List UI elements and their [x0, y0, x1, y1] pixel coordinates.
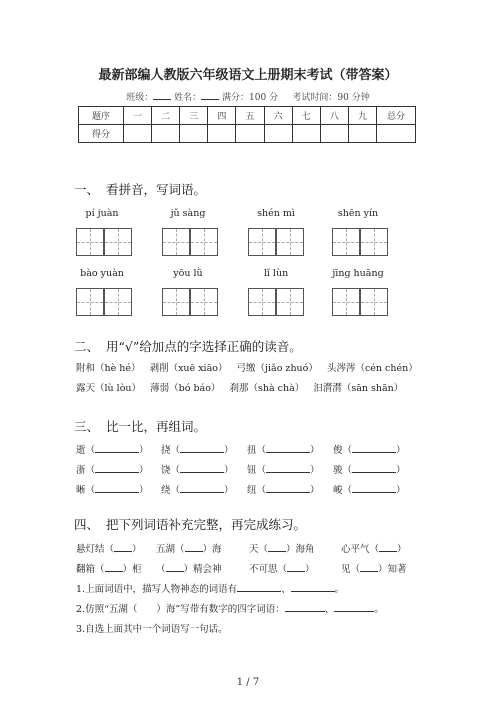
- compare-char: 钮（: [247, 465, 267, 476]
- answer-blank[interactable]: [95, 462, 139, 473]
- reading-item[interactable]: 剥削（xuē xiāo）: [149, 363, 228, 374]
- reading-item[interactable]: 薄弱（bó báo）: [150, 383, 221, 394]
- compare-char: 晰（: [76, 485, 96, 496]
- idiom-text: 不可思（: [249, 564, 288, 575]
- idiom-text: ）精会神: [183, 564, 222, 575]
- score-row-label: 得分: [79, 125, 124, 143]
- score-cell[interactable]: [377, 125, 416, 143]
- answer-blank[interactable]: [105, 561, 123, 572]
- pinyin-label: lǐ lùn: [263, 268, 289, 279]
- section-title: 用“√”给加点的字选择正确的读音。: [106, 339, 302, 354]
- compare-char: 扭（: [247, 445, 267, 456]
- answer-blank[interactable]: [285, 601, 325, 612]
- section-2-heading: [74, 337, 302, 355]
- writing-grid-cell[interactable]: [360, 228, 388, 256]
- question-3: 3.自选上面其中一个词语写一句话。: [76, 624, 228, 635]
- close-paren: ）: [139, 465, 149, 476]
- section-number: 一、: [74, 182, 100, 197]
- idiom-text: （: [156, 564, 166, 575]
- compare-char: 饶（: [161, 465, 181, 476]
- close-paren: ）: [224, 465, 234, 476]
- compare-char: 骏（: [333, 465, 353, 476]
- writing-grid-cell[interactable]: [276, 288, 304, 316]
- separator: 、: [324, 604, 335, 615]
- score-header-cell: 九: [348, 107, 376, 125]
- idiom-text: ）知著: [378, 564, 407, 575]
- answer-blank[interactable]: [268, 541, 286, 552]
- idiom-text: ）: [132, 544, 142, 555]
- section-number: 三、: [74, 419, 100, 434]
- answer-blank[interactable]: [185, 541, 203, 552]
- page-number: 1 / 7: [236, 677, 260, 688]
- score-cell[interactable]: [180, 125, 208, 143]
- class-blank[interactable]: [153, 91, 171, 100]
- writing-grid-cell[interactable]: [248, 228, 276, 256]
- close-paren: ）: [396, 465, 406, 476]
- close-paren: ）: [139, 485, 149, 496]
- reading-item[interactable]: 汩潸潸（sān shān）: [313, 383, 404, 394]
- idiom-text: 见（: [341, 564, 361, 575]
- idiom-text: ）: [397, 544, 407, 555]
- reading-item[interactable]: 附和（hè hé）: [76, 363, 141, 374]
- answer-blank[interactable]: [287, 561, 305, 572]
- writing-grid-cell[interactable]: [104, 228, 132, 256]
- close-paren: ）: [396, 445, 406, 456]
- score-header-row: [79, 107, 416, 125]
- score-cell[interactable]: [208, 125, 236, 143]
- answer-blank[interactable]: [266, 482, 310, 493]
- answer-blank[interactable]: [352, 482, 396, 493]
- writing-grid-cell[interactable]: [190, 228, 218, 256]
- answer-blank[interactable]: [95, 482, 139, 493]
- answer-blank[interactable]: [291, 581, 335, 592]
- answer-blank[interactable]: [180, 442, 224, 453]
- idiom-text: 心平气（: [341, 544, 380, 555]
- score-header-cell: 二: [152, 107, 180, 125]
- section-1-heading: [74, 180, 206, 198]
- reading-item[interactable]: 头涔涔（cén chén）: [326, 363, 418, 374]
- close-paren: ）: [310, 445, 320, 456]
- writing-grid-cell[interactable]: [360, 288, 388, 316]
- answer-blank[interactable]: [352, 442, 396, 453]
- compare-char: 挠（: [161, 445, 181, 456]
- pinyin-label: shén mì: [257, 208, 295, 219]
- idiom-text: 翻箱（: [76, 564, 105, 575]
- writing-grid-cell[interactable]: [332, 288, 360, 316]
- score-table: [78, 106, 416, 143]
- pinyin-label: jīng huāng: [332, 268, 384, 279]
- compare-char: 纽（: [247, 485, 267, 496]
- question-text: 2.仿照“五湖（ ）海”写带有数字的四字词语：: [76, 604, 285, 615]
- score-cell[interactable]: [292, 125, 320, 143]
- score-header-cell: 一: [124, 107, 152, 125]
- pinyin-label: pí juàn: [85, 208, 119, 219]
- writing-grid-cell[interactable]: [276, 228, 304, 256]
- section-number: 四、: [74, 517, 100, 532]
- answer-blank[interactable]: [266, 442, 310, 453]
- close-paren: ）: [224, 485, 234, 496]
- score-header-cell: 六: [264, 107, 292, 125]
- answer-blank[interactable]: [166, 561, 184, 572]
- idiom-text: ）海角: [286, 544, 315, 555]
- pinyin-label: shēn yín: [337, 208, 379, 219]
- score-cell[interactable]: [152, 125, 180, 143]
- answer-blank[interactable]: [95, 442, 139, 453]
- close-paren: ）: [396, 485, 406, 496]
- compare-row: [76, 462, 419, 476]
- answer-blank[interactable]: [237, 581, 281, 592]
- close-paren: ）: [224, 445, 234, 456]
- idiom-text: ）海: [202, 544, 222, 555]
- reading-item[interactable]: 露天（lù lòu）: [76, 383, 142, 394]
- section-3-heading: [74, 417, 206, 435]
- idiom-text: 悬灯结（: [76, 544, 115, 555]
- compare-row: [76, 482, 419, 496]
- compare-char: 峻（: [333, 485, 353, 496]
- period: 。: [334, 584, 345, 595]
- pinyin-label: yōu lǜ: [173, 268, 203, 279]
- name-blank[interactable]: [201, 91, 219, 100]
- score-header-cell: 七: [292, 107, 320, 125]
- reading-line-1: [76, 360, 418, 374]
- answer-blank[interactable]: [379, 541, 397, 552]
- compare-row: [76, 442, 419, 456]
- answer-blank[interactable]: [180, 482, 224, 493]
- score-header-cell: 题序: [79, 107, 124, 125]
- close-paren: ）: [310, 465, 320, 476]
- name-label: 姓名：: [174, 93, 202, 103]
- answer-blank[interactable]: [180, 462, 224, 473]
- exam-info: [0, 90, 496, 103]
- question-text: 1.上面词语中，描写人物神态的词语有: [76, 584, 238, 595]
- full-score: 满分：100 分: [222, 93, 279, 103]
- pinyin-label: jǔ sàng: [170, 208, 206, 219]
- section-4-heading: [74, 515, 306, 533]
- score-cell[interactable]: [236, 125, 264, 143]
- writing-grid-cell[interactable]: [76, 288, 104, 316]
- score-value-row: [79, 125, 416, 143]
- score-cell[interactable]: [264, 125, 292, 143]
- idiom-text: ）柜: [122, 564, 142, 575]
- writing-grid-cell[interactable]: [332, 228, 360, 256]
- idiom-line-1: [76, 541, 421, 555]
- score-header-cell: 总分: [377, 107, 416, 125]
- score-header-cell: 八: [320, 107, 348, 125]
- answer-blank[interactable]: [266, 462, 310, 473]
- compare-char: 绕（: [161, 485, 181, 496]
- period: 。: [374, 604, 384, 615]
- writing-grid-cell[interactable]: [162, 228, 190, 256]
- reading-item[interactable]: 刹那（shà chà）: [229, 383, 305, 394]
- score-header-cell: 五: [236, 107, 264, 125]
- compare-char: 浙（: [76, 465, 96, 476]
- question-2: [76, 601, 384, 615]
- pinyin-label: bào yuàn: [80, 268, 124, 279]
- writing-grid-cell[interactable]: [76, 228, 104, 256]
- question-1: [76, 581, 344, 595]
- idiom-text: 五湖（: [156, 544, 185, 555]
- score-header-cell: 三: [180, 107, 208, 125]
- compare-char: 逝（: [76, 445, 96, 456]
- section-title: 把下列词语补充完整，再完成练习。: [106, 517, 307, 532]
- score-cell[interactable]: [124, 125, 152, 143]
- reading-line-2: [76, 380, 403, 394]
- answer-blank[interactable]: [360, 561, 378, 572]
- score-cell[interactable]: [348, 125, 376, 143]
- idiom-text: ）: [305, 564, 315, 575]
- answer-blank[interactable]: [334, 601, 374, 612]
- exam-time: 考试时间：90 分钟: [292, 93, 370, 103]
- separator: 、: [281, 584, 291, 595]
- writing-grid-cell[interactable]: [190, 288, 218, 316]
- idiom-line-2: [76, 561, 421, 575]
- writing-grid-cell[interactable]: [162, 288, 190, 316]
- page-title: 最新部编人教版六年级语文上册期末考试（带答案）: [98, 68, 398, 83]
- answer-blank[interactable]: [114, 541, 132, 552]
- writing-grid-cell[interactable]: [104, 288, 132, 316]
- reading-item[interactable]: 弓缴（jiǎo zhuó）: [236, 363, 318, 374]
- score-header-cell: 四: [208, 107, 236, 125]
- score-cell[interactable]: [320, 125, 348, 143]
- section-title: 看拼音，写词语。: [106, 182, 207, 197]
- section-title: 比一比，再组词。: [106, 419, 207, 434]
- close-paren: ）: [139, 445, 149, 456]
- idiom-text: 天（: [249, 544, 269, 555]
- writing-grid-cell[interactable]: [248, 288, 276, 316]
- section-number: 二、: [74, 339, 100, 354]
- compare-char: 俊（: [333, 445, 353, 456]
- close-paren: ）: [310, 485, 320, 496]
- answer-blank[interactable]: [352, 462, 396, 473]
- class-label: 班级：: [126, 93, 154, 103]
